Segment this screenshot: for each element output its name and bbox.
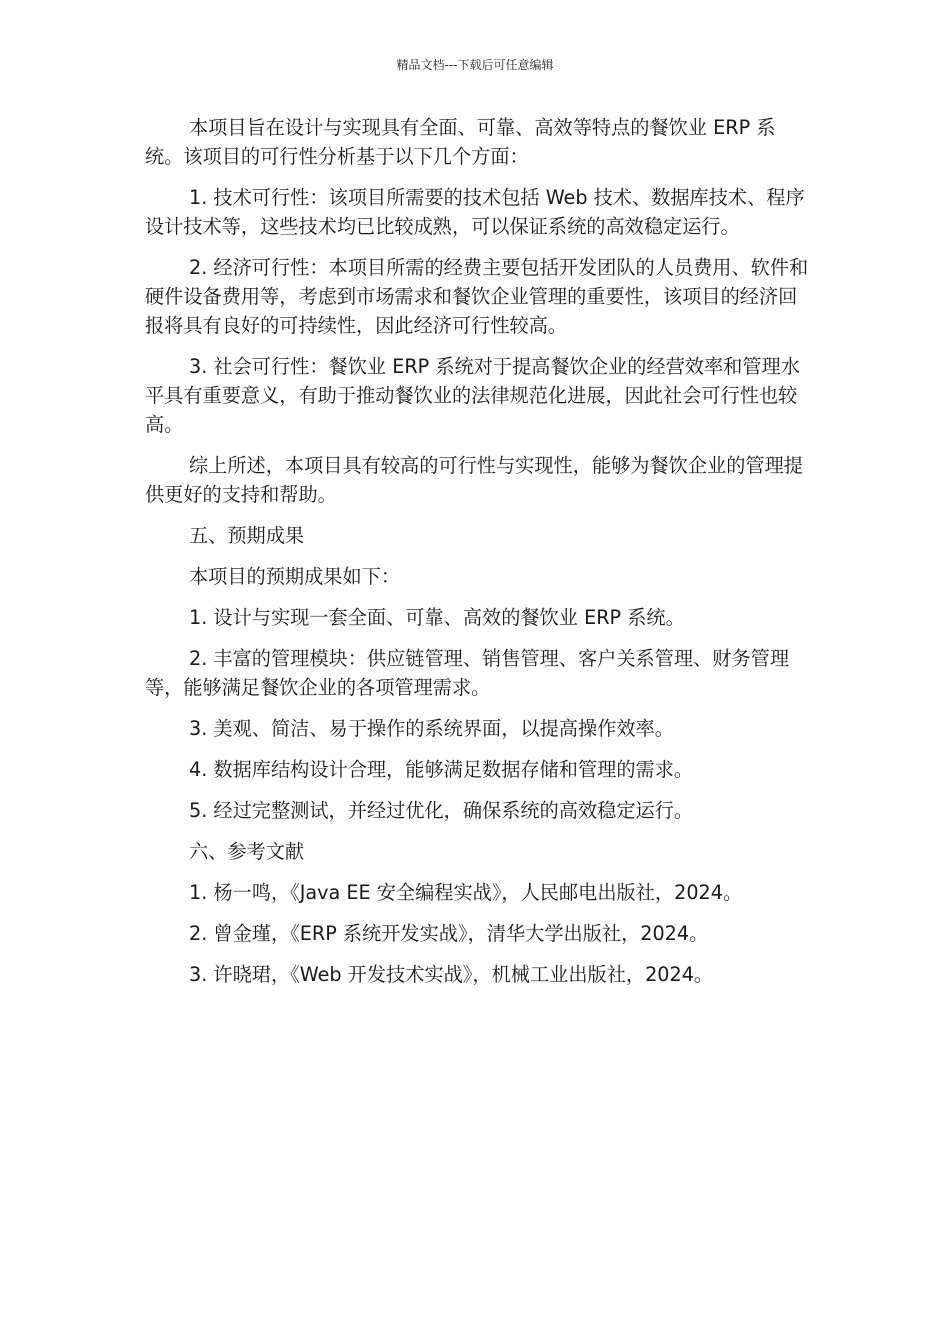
section-heading-expected-results: 五、预期成果 [189, 524, 305, 547]
summary-paragraph: 综上所述，本项目具有较高的可行性与实现性，能够为餐饮企业的管理提供更好的支持和帮助。 [145, 454, 803, 506]
expected-result-item: 1. 设计与实现一套全面、可靠、高效的餐饮业 ERP 系统。 [189, 606, 685, 629]
intro-paragraph: 本项目旨在设计与实现具有全面、可靠、高效等特点的餐饮业 ERP 系统。该项目的可行性分析基于以下几个方面： [145, 116, 776, 168]
expected-result-item: 4. 数据库结构设计合理，能够满足数据存储和管理的需求。 [189, 758, 694, 781]
expected-results-intro: 本项目的预期成果如下： [189, 565, 401, 588]
expected-result-item: 5. 经过完整测试，并经过优化，确保系统的高效稳定运行。 [189, 799, 694, 822]
reference-item: 3. 许晓珺，《Web 开发技术实战》，机械工业出版社，2024。 [189, 963, 714, 986]
reference-item: 1. 杨一鸣，《Java EE 安全编程实战》，人民邮电出版社，2024。 [189, 881, 743, 904]
section-heading-references: 六、参考文献 [189, 840, 305, 863]
expected-result-item: 3. 美观、简洁、易于操作的系统界面，以提高操作效率。 [189, 717, 674, 740]
document-body [145, 113, 810, 1001]
economic-feasibility-paragraph: 2. 经济可行性：本项目所需的经费主要包括开发团队的人员费用、软件和硬件设备费用等，考虑到市场需求和餐饮企业管理的重要性，该项目的经济回报将具有良好的可持续性，因此经济可行性较高。 [145, 256, 809, 337]
social-feasibility-paragraph: 3. 社会可行性：餐饮业 ERP 系统对于提高餐饮企业的经营效率和管理水平具有重要意义，有助于推动餐饮业的法律规范化进展，因此社会可行性也较高。 [145, 355, 800, 436]
expected-result-item: 2. 丰富的管理模块：供应链管理、销售管理、客户关系管理、财务管理等，能够满足餐饮企业的各项管理需求。 [145, 647, 790, 699]
technical-feasibility-paragraph: 1. 技术可行性：该项目所需要的技术包括 Web 技术、数据库技术、程序设计技术等，这些技术均已比较成熟，可以保证系统的高效稳定运行。 [145, 186, 805, 238]
page-header: 精品文档---下载后可任意编辑 [396, 58, 554, 72]
reference-item: 2. 曾金瑾，《ERP 系统开发实战》，清华大学出版社，2024。 [189, 922, 709, 945]
